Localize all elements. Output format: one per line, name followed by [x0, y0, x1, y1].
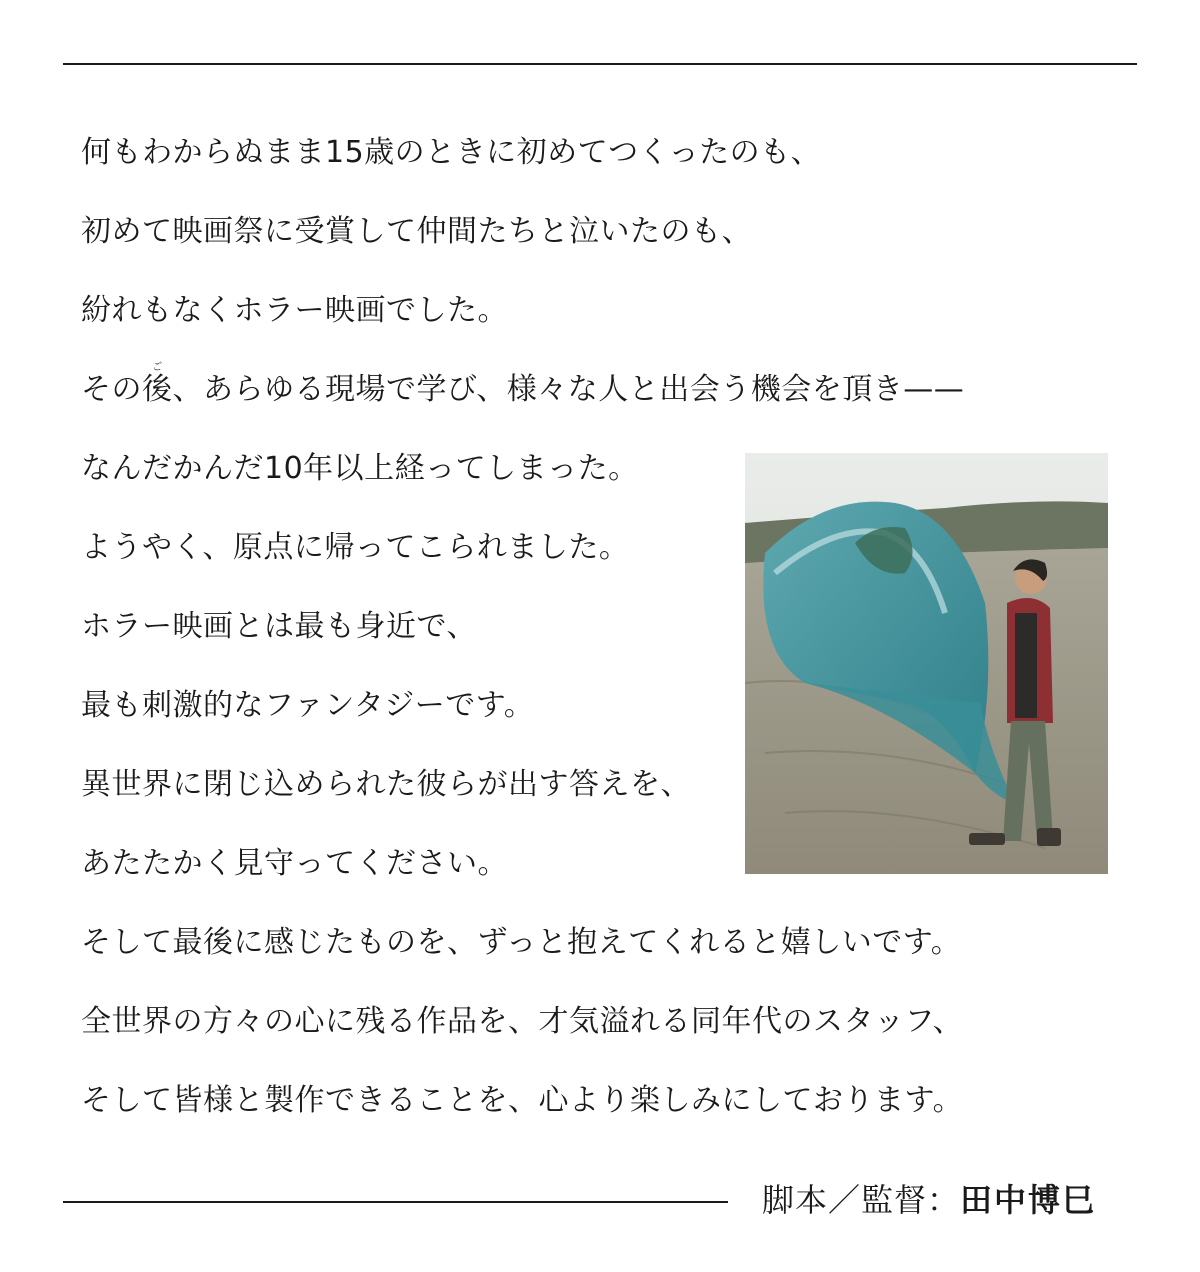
director-photo — [745, 453, 1108, 874]
message-line-6: ようやく、原点に帰ってこられました。 — [81, 530, 630, 565]
message-line-7: ホラー映画とは最も身近で、 — [81, 609, 477, 644]
message-line-4 — [81, 357, 964, 436]
message-line-4-before: その — [81, 372, 142, 407]
credit-role: 脚本／監督： — [762, 1181, 961, 1219]
message-line-4-after: 、あらゆる現場で学び、様々な人と出会う機会を頂き—— — [172, 372, 965, 407]
message-line-8: 最も刺激的なファンタジーです。 — [81, 688, 535, 723]
message-line-1: 何もわからぬまま15歳のときに初めてつくったのも、 — [81, 135, 822, 170]
ruby-reading: ご — [142, 362, 173, 373]
message-line-12: 全世界の方々の心に残る作品を、才気溢れる同年代のスタッフ、 — [81, 1004, 964, 1039]
message-line-13: そして皆様と製作できることを、心より楽しみにしております。 — [81, 1083, 964, 1118]
message-line-2: 初めて映画祭に受賞して仲間たちと泣いたのも、 — [81, 214, 752, 249]
photo-illustration — [745, 453, 1108, 874]
credit-name: 田中博巳 — [960, 1181, 1097, 1219]
top-divider — [63, 63, 1137, 65]
credit — [762, 1176, 1096, 1224]
message-line-11: そして最後に感じたものを、ずっと抱えてくれると嬉しいです。 — [81, 925, 962, 960]
message-line-9: 異世界に閉じ込められた彼らが出す答えを、 — [81, 767, 691, 802]
bottom-divider — [63, 1201, 728, 1203]
message-line-5: なんだかんだ10年以上経ってしまった。 — [81, 451, 639, 486]
ruby-go — [142, 362, 173, 407]
message-line-10: あたたかく見守ってください。 — [81, 846, 508, 881]
ruby-base: 後 — [142, 372, 173, 407]
message-line-3: 紛れもなくホラー映画でした。 — [81, 293, 508, 328]
